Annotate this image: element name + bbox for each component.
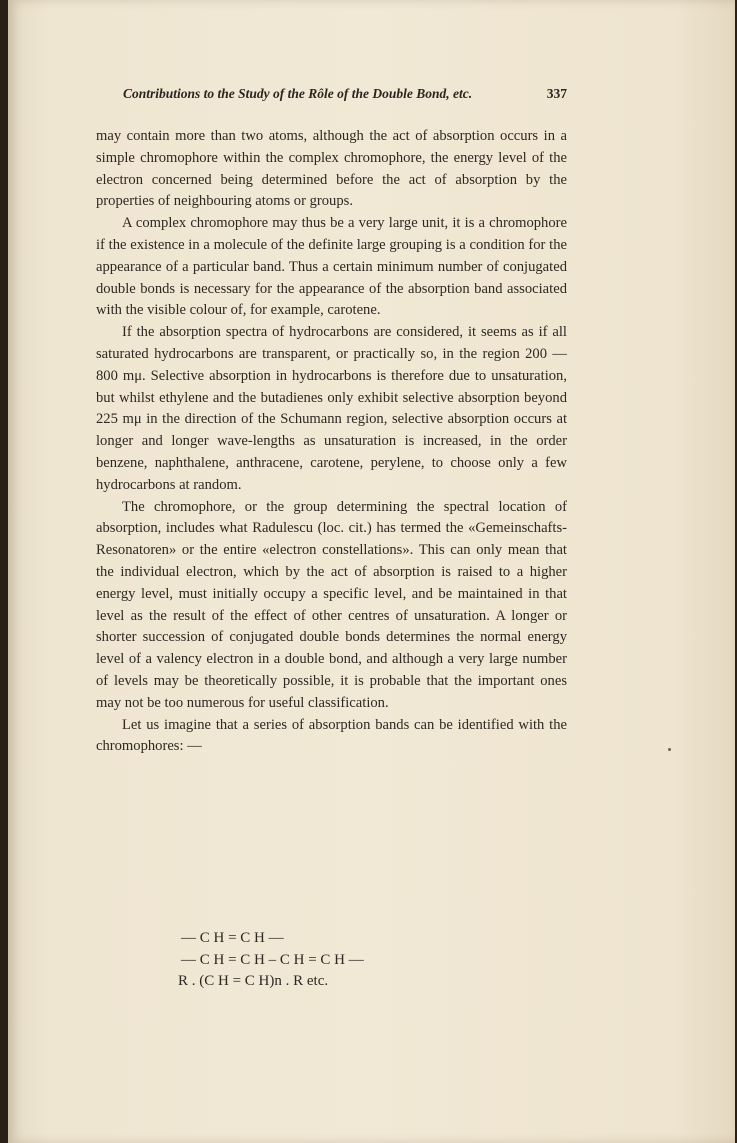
formula-ethylene: — C H = C H — [181, 930, 284, 946]
formula-polyene: R . (C H = C H)n . R etc. [178, 973, 329, 989]
paragraph-3: If the absorption spectra of hydrocarbons are considered, it seems as if all saturated hydrocarbons are transparent, or practically so, in the region 200 — 800 mμ. Selective absorption in hydrocarbons is therefore due to unsaturation, but whilst ethylene and the butadienes only exhibit selective absorption beyond 225 mμ in the direction of the Schumann region, selective absorption occurs at longer and longer wave-lengths as unsaturation is increased, in the order benzene, naphthalene, anthracene, carotene, perylene, to choose only a few hydrocarbons at random. [96, 324, 567, 493]
paragraph-2: A complex chromophore may thus be a very large unit, it is a chromophore if the existence in a molecule of the definite large grouping is a condition for the appearance of a particular band. Thus a certain minimum number of conjugated double bonds is necessary for the appearance of the absorption band associated with the visible colour of, for example, carotene. [96, 215, 567, 319]
paragraph-4: The chromophore, or the group determining the spectral location of absorption, includes what Radulescu (loc. cit.) has termed the «Gemeinschafts-Resonatoren» or the entire «electron constellations». This can only mean that the individual electron, which by the act of absorption is raised to a higher energy level, must initially occupy a specific level, and be maintained in that level as the result of the effect of other centres of unsaturation. A longer or shorter succession of conjugated double bonds determines the normal energy level of a valency electron in a double bond, and although a very large number of levels may be theoretically possible, it is probable that the important ones may not be too numerous for useful classification. [96, 498, 567, 711]
chromophore-formulas [178, 928, 364, 993]
formula-butadiene: — C H = C H – C H = C H — [181, 951, 364, 968]
paper-speck [668, 748, 671, 751]
running-header [115, 86, 567, 106]
body-text [96, 126, 567, 758]
paragraph-1: may contain more than two atoms, although the act of absorption occurs in a simple chromophore within the complex chromophore, the energy level of the electron concerned being determined before the act of absorption by the properties of neighbouring atoms or groups. [96, 128, 567, 210]
book-page [8, 0, 735, 1143]
paragraph-5: Let us imagine that a series of absorption bands can be identified with the chromophores: — [96, 716, 567, 755]
running-title: Contributions to the Study of the Rôle of the Double Bond, etc. [123, 86, 473, 101]
page-number: 337 [546, 86, 567, 101]
